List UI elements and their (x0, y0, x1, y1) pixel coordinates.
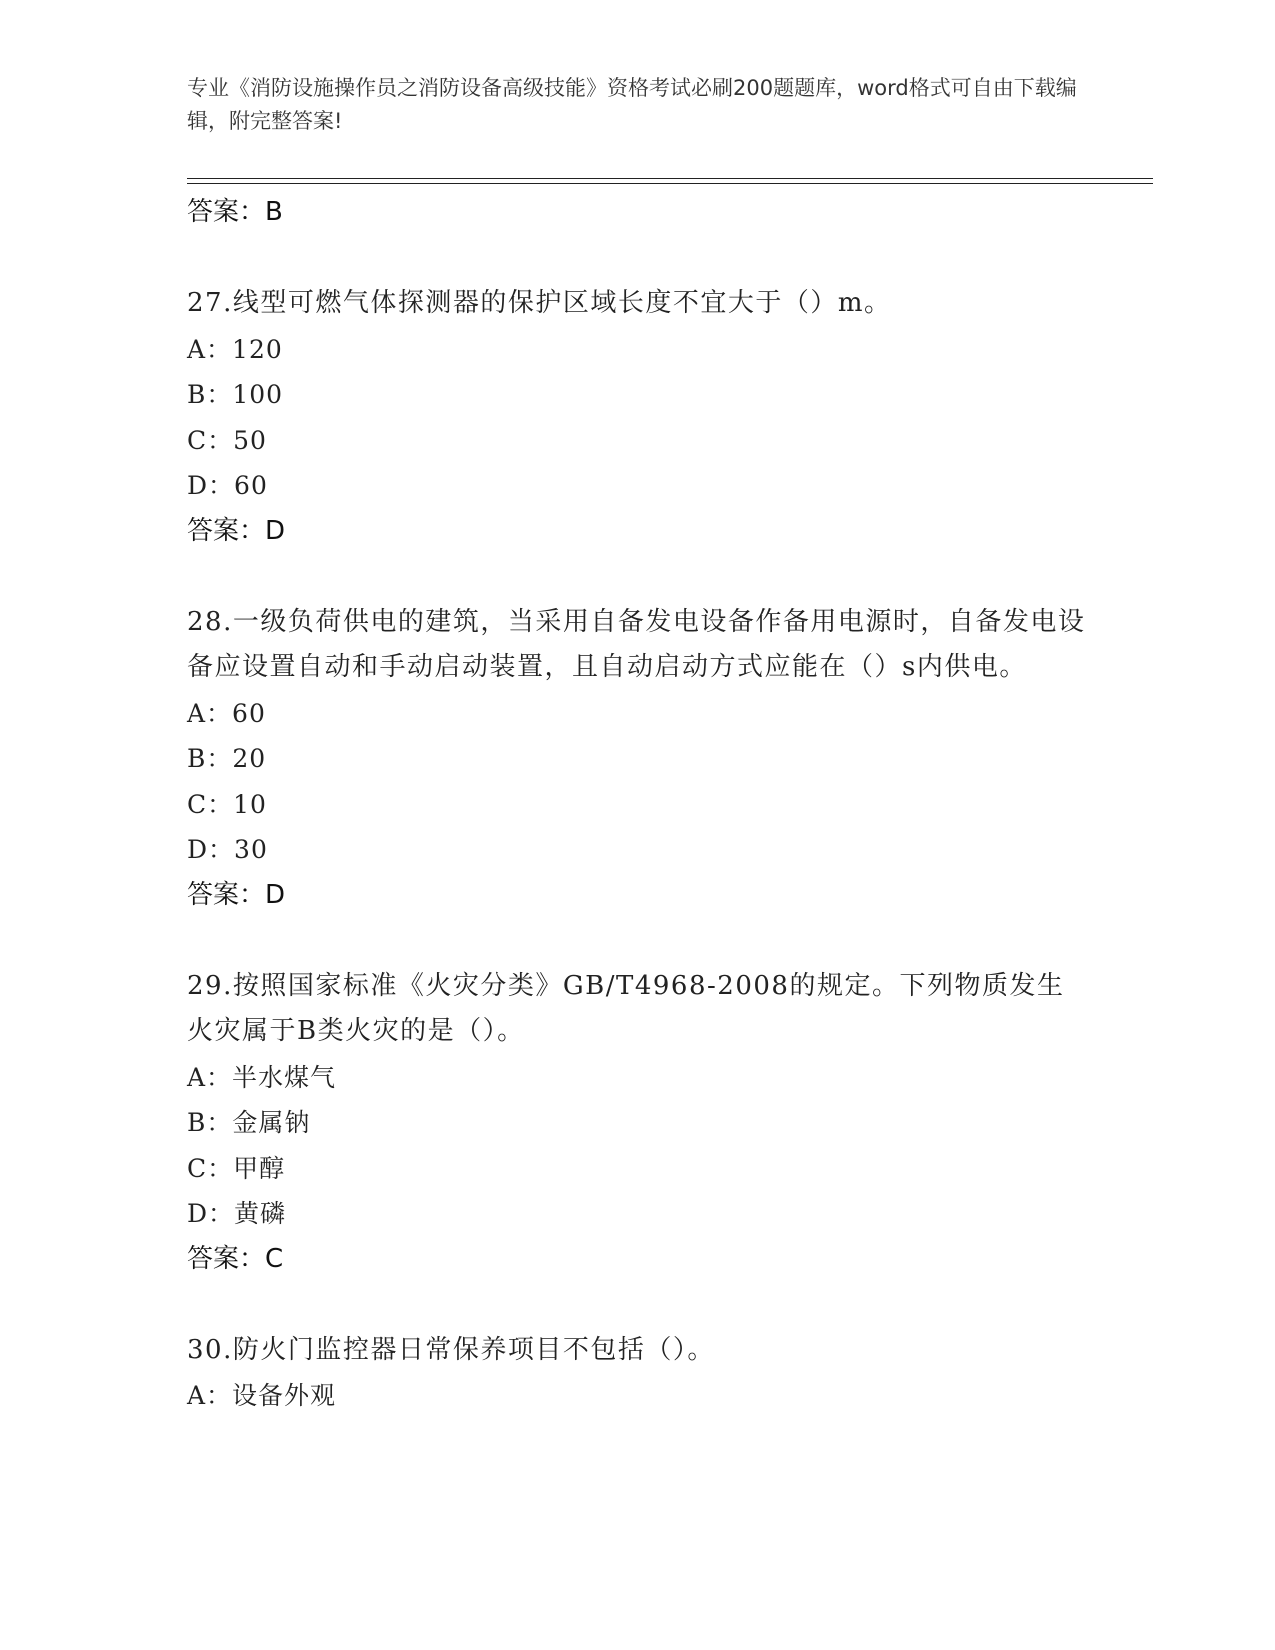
option-a: A：120 (187, 334, 283, 364)
question-stem: 29.按照国家标准《火灾分类》GB/T4968-2008的规定。下列物质发生火灾属于B类火灾的是（）。 (187, 970, 1065, 1046)
question-stem: 30.防火门监控器日常保养项目不包括（）。 (187, 1334, 715, 1365)
option-c: C：50 (187, 425, 267, 455)
option-c: C：甲醇 (187, 1153, 286, 1183)
option-b: B：20 (187, 744, 267, 773)
option-d: D：60 (187, 471, 268, 500)
question-stem: 28.一级负荷供电的建筑，当采用自备发电设备作备用电源时，自备发电设备应设置自动和手动启动装置，且自动启动方式应能在（）s内供电。 (187, 606, 1086, 682)
page-header: 专业《消防设施操作员之消防设备高级技能》资格考试必刷200题题库，word格式可自由下载编辑，附完整答案! (187, 76, 1077, 133)
option-c: C：10 (187, 789, 267, 819)
option-a: A：半水煤气 (187, 1062, 337, 1092)
option-d: D：30 (187, 835, 268, 864)
answer-label: 答案：B (187, 197, 283, 227)
question-stem: 27.线型可燃气体探测器的保护区域长度不宜大于（）m。 (187, 288, 892, 318)
answer-label: 答案：D (187, 515, 286, 546)
option-a: A：设备外观 (187, 1381, 337, 1410)
header-divider-top (187, 178, 1153, 179)
answer-label: 答案：D (187, 879, 286, 910)
header-divider-bottom (187, 183, 1153, 184)
option-d: D：黄磷 (187, 1199, 287, 1228)
option-a: A：60 (187, 698, 266, 728)
option-b: B：100 (187, 380, 284, 409)
question-list (187, 190, 1087, 1419)
option-b: B：金属钠 (187, 1108, 311, 1137)
answer-label: 答案：C (187, 1243, 284, 1274)
